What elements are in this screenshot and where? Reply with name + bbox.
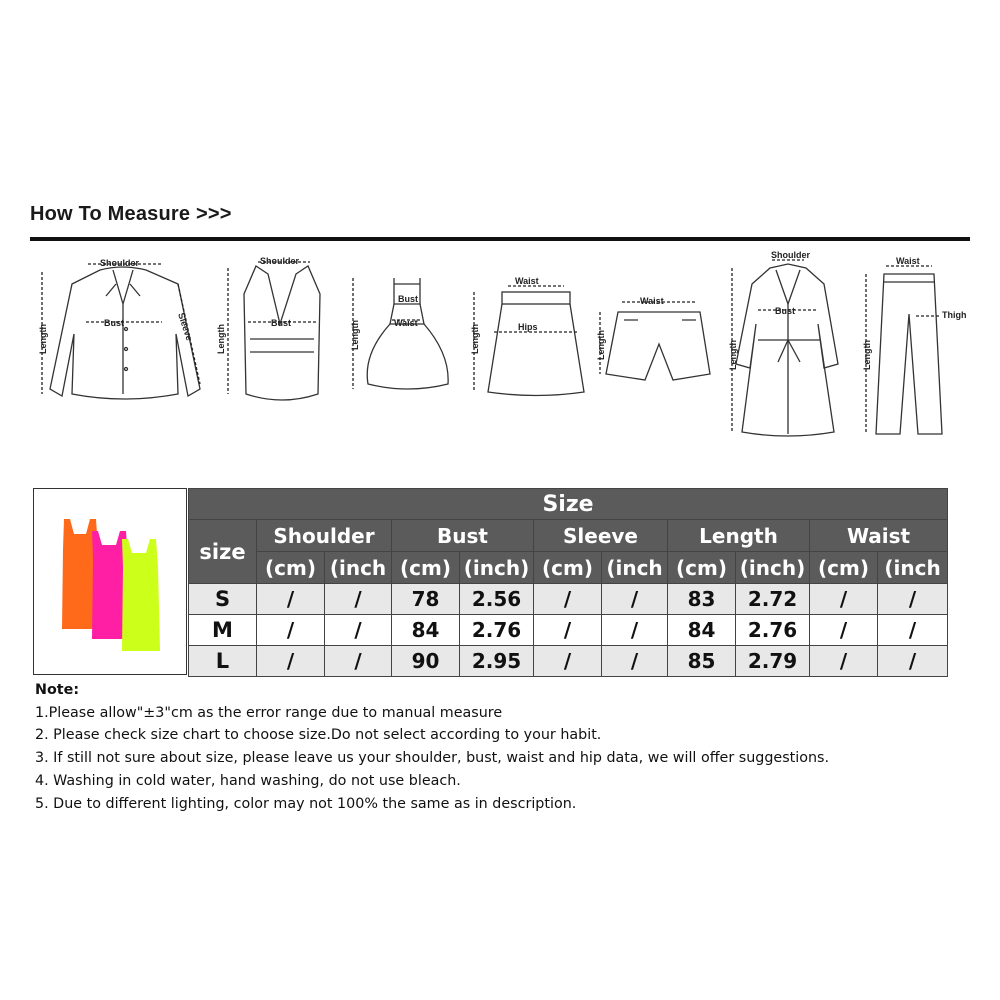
- table-cell: /: [878, 646, 948, 677]
- garment-sketches: [28, 244, 978, 444]
- notes-section: [35, 679, 965, 815]
- table-row: [189, 646, 948, 677]
- size-column-header: size: [189, 520, 257, 584]
- pants-sketch: [866, 266, 942, 434]
- label-length: Length: [350, 320, 360, 350]
- table-cell: 2.72: [736, 584, 810, 615]
- lime-dress: [122, 539, 160, 651]
- unit-header: (cm): [257, 552, 325, 584]
- label-length: Length: [596, 330, 606, 360]
- table-cell: /: [534, 646, 602, 677]
- table-cell: 2.79: [736, 646, 810, 677]
- label-shoulder: Shoulder: [771, 250, 811, 260]
- unit-header: (inch): [460, 552, 534, 584]
- header-divider: [30, 237, 970, 241]
- column-header-length: Length: [668, 520, 810, 552]
- how-to-measure-header: [30, 203, 970, 226]
- column-header-bust: Bust: [392, 520, 534, 552]
- measurement-diagrams: [28, 244, 978, 444]
- unit-header: (inch): [736, 552, 810, 584]
- label-length: Length: [216, 324, 226, 354]
- unit-header: (cm): [534, 552, 602, 584]
- label-length: Length: [728, 340, 738, 370]
- table-cell: /: [878, 584, 948, 615]
- label-hips: Hips: [518, 322, 538, 332]
- table-cell: /: [257, 615, 325, 646]
- blouse-sketch: [42, 264, 200, 399]
- unit-header: (cm): [392, 552, 460, 584]
- notes-title: Note:: [35, 682, 80, 698]
- table-cell: 83: [668, 584, 736, 615]
- unit-header: (inch: [602, 552, 668, 584]
- table-title: Size: [189, 489, 948, 520]
- size-chart-table: [188, 488, 948, 677]
- table-cell: 85: [668, 646, 736, 677]
- section-title: How To Measure >>>: [30, 203, 232, 225]
- label-waist: Waist: [640, 296, 664, 306]
- skirt-sketch: [474, 286, 584, 396]
- table-cell: /: [810, 584, 878, 615]
- column-header-sleeve: Sleeve: [534, 520, 668, 552]
- note-item: 2. Please check size chart to choose size.Do not select according to your habit.: [35, 727, 602, 744]
- tank-sketch: [228, 262, 320, 400]
- table-cell: /: [325, 584, 392, 615]
- table-cell: /: [602, 646, 668, 677]
- label-length: Length: [862, 340, 872, 370]
- table-cell: /: [810, 615, 878, 646]
- table-cell: 2.76: [460, 615, 534, 646]
- table-cell: 84: [668, 615, 736, 646]
- unit-header: (cm): [810, 552, 878, 584]
- table-cell: /: [325, 646, 392, 677]
- column-header-shoulder: Shoulder: [257, 520, 392, 552]
- label-waist: Waist: [896, 256, 920, 266]
- table-cell: 2.76: [736, 615, 810, 646]
- product-photo: [33, 488, 187, 675]
- size-label: S: [189, 584, 257, 615]
- bodycon-dresses-image: [34, 489, 186, 674]
- label-shoulder: Shoulder: [260, 256, 300, 266]
- label-bust: Bust: [271, 318, 291, 328]
- label-waist: Waist: [394, 318, 418, 328]
- note-item: 4. Washing in cold water, hand washing, do not use bleach.: [35, 772, 461, 789]
- coat-sketch: [732, 260, 838, 436]
- label-sleeve: Sleeve: [176, 311, 195, 342]
- table-cell: /: [534, 615, 602, 646]
- shorts-sketch: [600, 302, 710, 380]
- note-item: 5. Due to different lighting, color may not 100% the same as in description.: [35, 795, 577, 812]
- label-bust: Bust: [104, 318, 124, 328]
- label-shoulder: Shoulder: [100, 258, 140, 268]
- table-row: [189, 584, 948, 615]
- table-cell: 2.56: [460, 584, 534, 615]
- table-cell: /: [325, 615, 392, 646]
- table-row: [189, 615, 948, 646]
- table-cell: /: [257, 646, 325, 677]
- size-label: L: [189, 646, 257, 677]
- note-item: 1.Please allow"±3"cm as the error range due to manual measure: [35, 704, 503, 721]
- column-header-waist: Waist: [810, 520, 948, 552]
- label-bust: Bust: [398, 294, 418, 304]
- table-cell: /: [257, 584, 325, 615]
- table-cell: 2.95: [460, 646, 534, 677]
- table-cell: /: [878, 615, 948, 646]
- table-cell: /: [602, 584, 668, 615]
- label-bust: Bust: [775, 306, 795, 316]
- table-cell: 78: [392, 584, 460, 615]
- label-waist: Waist: [515, 276, 539, 286]
- label-length: Length: [38, 324, 48, 354]
- unit-header: (inch: [878, 552, 948, 584]
- label-length: Length: [470, 324, 480, 354]
- table-cell: 84: [392, 615, 460, 646]
- table-cell: /: [602, 615, 668, 646]
- label-thigh: Thigh: [942, 310, 967, 320]
- unit-header: (cm): [668, 552, 736, 584]
- table-cell: /: [810, 646, 878, 677]
- table-cell: 90: [392, 646, 460, 677]
- size-label: M: [189, 615, 257, 646]
- table-cell: /: [534, 584, 602, 615]
- unit-header: (inch: [325, 552, 392, 584]
- note-item: 3. If still not sure about size, please leave us your shoulder, bust, waist and hip data, we will offer suggestions.: [35, 750, 830, 767]
